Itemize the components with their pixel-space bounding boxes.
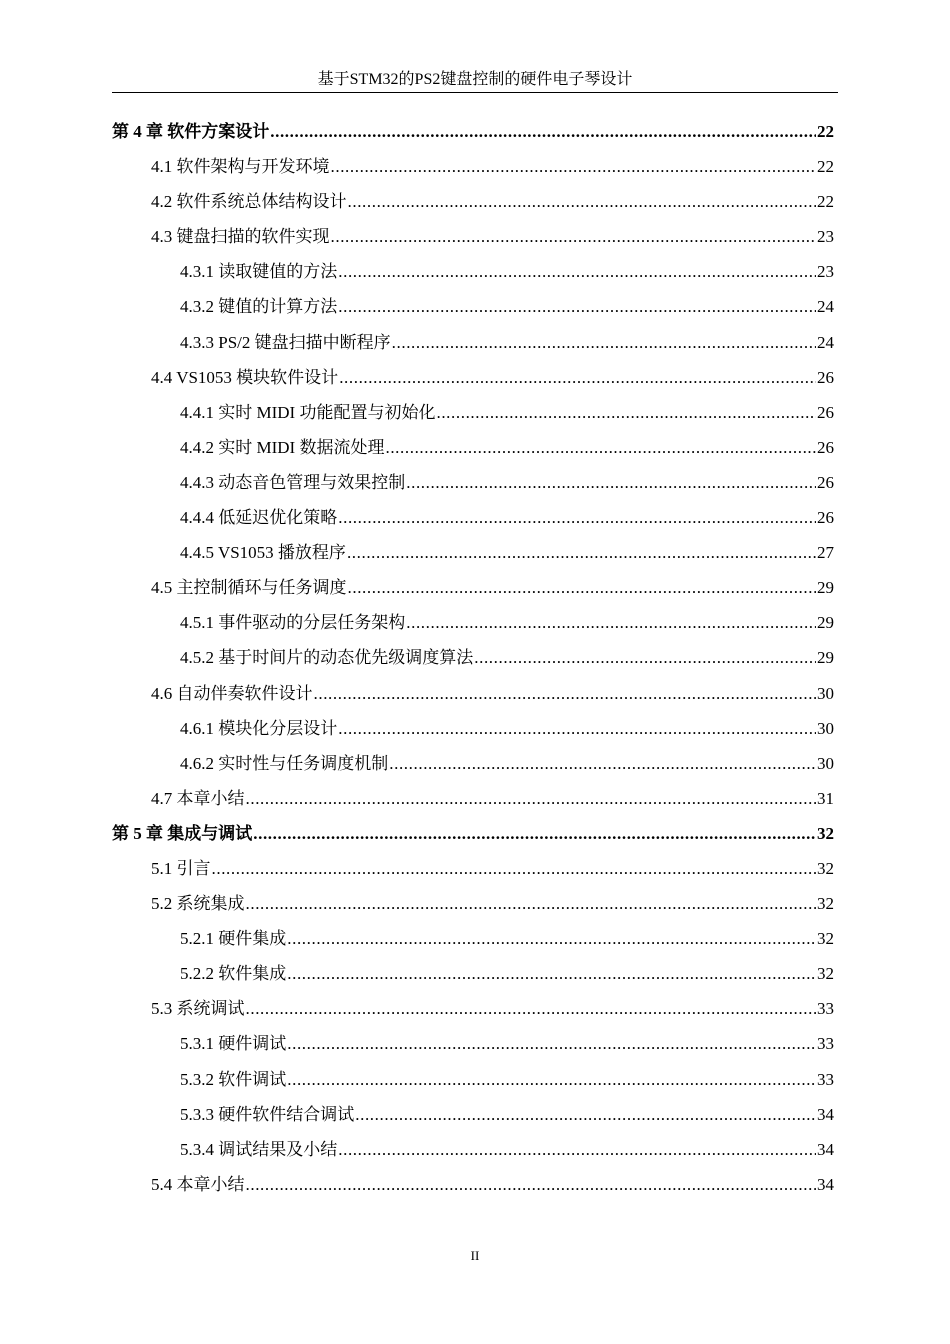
toc-entry[interactable] [112,851,838,886]
toc-entry[interactable] [112,1026,838,1061]
toc-entry-page: 30 [817,753,834,773]
toc-entry-page: 24 [817,297,834,317]
toc-entry-label: 4.3.3 PS/2 键盘扫描中断程序 [180,332,391,352]
toc-dot-leader [385,430,816,465]
toc-dot-leader [348,184,817,219]
toc-entry-page: 23 [817,262,834,282]
page-number: II [470,1248,480,1263]
toc-entry[interactable] [112,465,838,500]
toc-entry[interactable] [112,640,838,675]
toc-entry-page: 34 [817,1104,834,1124]
toc-dot-leader [287,1026,816,1061]
running-header: 基于STM32的PS2键盘控制的硬件电子琴设计 [112,68,838,93]
toc-entry-label: 4.5 主控制循环与任务调度 [151,578,347,598]
toc-dot-leader [339,360,816,395]
toc-dot-leader [246,1167,817,1202]
toc-entry[interactable] [112,325,838,360]
toc-entry-label: 4.6.1 模块化分层设计 [180,718,338,738]
toc-dot-leader [287,1062,816,1097]
toc-entry[interactable] [112,956,838,991]
toc-dot-leader [347,535,816,570]
toc-entry-label: 5.3.4 调试结果及小结 [180,1139,338,1159]
toc-entry-label: 4.4.3 动态音色管理与效果控制 [180,472,406,492]
toc-dot-leader [406,605,816,640]
toc-dot-leader [246,886,817,921]
toc-dot-leader [287,956,816,991]
toc-dot-leader [246,991,817,1026]
toc-entry[interactable] [112,921,838,956]
table-of-contents [112,114,838,1202]
toc-entry-page: 22 [817,122,834,141]
toc-entry[interactable] [112,676,838,711]
toc-entry-page: 26 [817,472,834,492]
toc-entry-label: 4.5.1 事件驱动的分层任务架构 [180,613,406,633]
toc-entry[interactable] [112,114,838,149]
toc-dot-leader [331,149,817,184]
toc-entry-label: 4.7 本章小结 [151,788,245,808]
toc-entry-page: 26 [817,508,834,528]
toc-entry-label: 5.3 系统调试 [151,999,245,1019]
toc-entry[interactable] [112,1097,838,1132]
toc-dot-leader [436,395,816,430]
toc-entry[interactable] [112,816,838,851]
toc-entry-label: 4.3 键盘扫描的软件实现 [151,227,330,247]
toc-entry-label: 4.3.2 键值的计算方法 [180,297,338,317]
toc-entry-page: 32 [817,858,834,878]
toc-entry-label: 4.5.2 基于时间片的动态优先级调度算法 [180,648,474,668]
toc-entry-label: 5.2.1 硬件集成 [180,929,287,949]
toc-entry[interactable] [112,149,838,184]
toc-entry-label: 4.6 自动伴奏软件设计 [151,683,313,703]
toc-entry-label: 4.6.2 实时性与任务调度机制 [180,753,389,773]
toc-entry-label: 5.1 引言 [151,858,211,878]
toc-dot-leader [406,465,816,500]
toc-dot-leader [338,711,816,746]
toc-entry-page: 29 [817,613,834,633]
toc-entry-label: 4.4.1 实时 MIDI 功能配置与初始化 [180,402,436,422]
toc-entry-page: 34 [817,1174,834,1194]
toc-dot-leader [314,676,817,711]
toc-entry-page: 29 [817,578,834,598]
toc-entry-page: 34 [817,1139,834,1159]
toc-entry[interactable] [112,781,838,816]
toc-entry[interactable] [112,289,838,324]
toc-entry[interactable] [112,535,838,570]
toc-entry-page: 32 [817,823,834,843]
toc-entry-label: 5.3.3 硬件软件结合调试 [180,1104,355,1124]
toc-entry-page: 29 [817,648,834,668]
toc-entry-label: 4.3.1 读取键值的方法 [180,262,338,282]
toc-entry-page: 22 [817,157,834,177]
toc-dot-leader [331,219,817,254]
toc-entry-label: 4.4 VS1053 模块软件设计 [151,367,339,387]
toc-entry[interactable] [112,886,838,921]
toc-dot-leader [338,500,816,535]
toc-entry-page: 26 [817,367,834,387]
toc-entry-page: 26 [817,402,834,422]
toc-entry-label: 4.4.2 实时 MIDI 数据流处理 [180,437,385,457]
toc-dot-leader [246,781,817,816]
toc-entry-page: 31 [817,788,834,808]
toc-entry[interactable] [112,184,838,219]
toc-entry[interactable] [112,711,838,746]
toc-entry-label: 4.1 软件架构与开发环境 [151,157,330,177]
toc-entry[interactable] [112,991,838,1026]
toc-dot-leader [338,1132,816,1167]
toc-entry-page: 22 [817,192,834,212]
toc-entry-page: 24 [817,332,834,352]
toc-dot-leader [338,254,816,289]
toc-entry-page: 33 [817,999,834,1019]
toc-entry-label: 5.2.2 软件集成 [180,964,287,984]
toc-dot-leader [212,851,817,886]
toc-entry-page: 30 [817,683,834,703]
toc-entry[interactable] [112,395,838,430]
toc-dot-leader [253,816,816,851]
toc-dot-leader [474,640,816,675]
toc-dot-leader [348,570,817,605]
toc-entry[interactable] [112,1167,838,1202]
toc-entry-page: 32 [817,929,834,949]
toc-entry-label: 5.3.1 硬件调试 [180,1034,287,1054]
toc-entry[interactable] [112,219,838,254]
toc-entry-page: 32 [817,964,834,984]
toc-entry-page: 33 [817,1069,834,1089]
toc-entry-label: 4.4.4 低延迟优化策略 [180,508,338,528]
toc-entry-page: 26 [817,437,834,457]
toc-dot-leader [355,1097,816,1132]
toc-entry-page: 23 [817,227,834,247]
toc-entry-label: 第 4 章 软件方案设计 [112,122,270,141]
toc-entry[interactable] [112,570,838,605]
toc-entry-label: 5.3.2 软件调试 [180,1069,287,1089]
toc-entry[interactable] [112,360,838,395]
toc-entry[interactable] [112,746,838,781]
toc-entry-page: 32 [817,894,834,914]
toc-dot-leader [338,289,816,324]
toc-entry-label: 4.4.5 VS1053 播放程序 [180,543,346,563]
toc-entry[interactable] [112,1132,838,1167]
toc-entry[interactable] [112,1062,838,1097]
toc-entry[interactable] [112,605,838,640]
toc-entry-page: 27 [817,543,834,563]
toc-entry-page: 30 [817,718,834,738]
toc-entry[interactable] [112,430,838,465]
toc-entry-label: 4.2 软件系统总体结构设计 [151,192,347,212]
toc-entry[interactable] [112,254,838,289]
toc-entry-label: 5.4 本章小结 [151,1174,245,1194]
toc-entry[interactable] [112,500,838,535]
toc-dot-leader [392,325,816,360]
toc-entry-page: 33 [817,1034,834,1054]
toc-dot-leader [270,114,816,149]
toc-dot-leader [287,921,816,956]
toc-entry-label: 5.2 系统集成 [151,894,245,914]
toc-entry-label: 第 5 章 集成与调试 [112,823,253,843]
toc-dot-leader [389,746,816,781]
